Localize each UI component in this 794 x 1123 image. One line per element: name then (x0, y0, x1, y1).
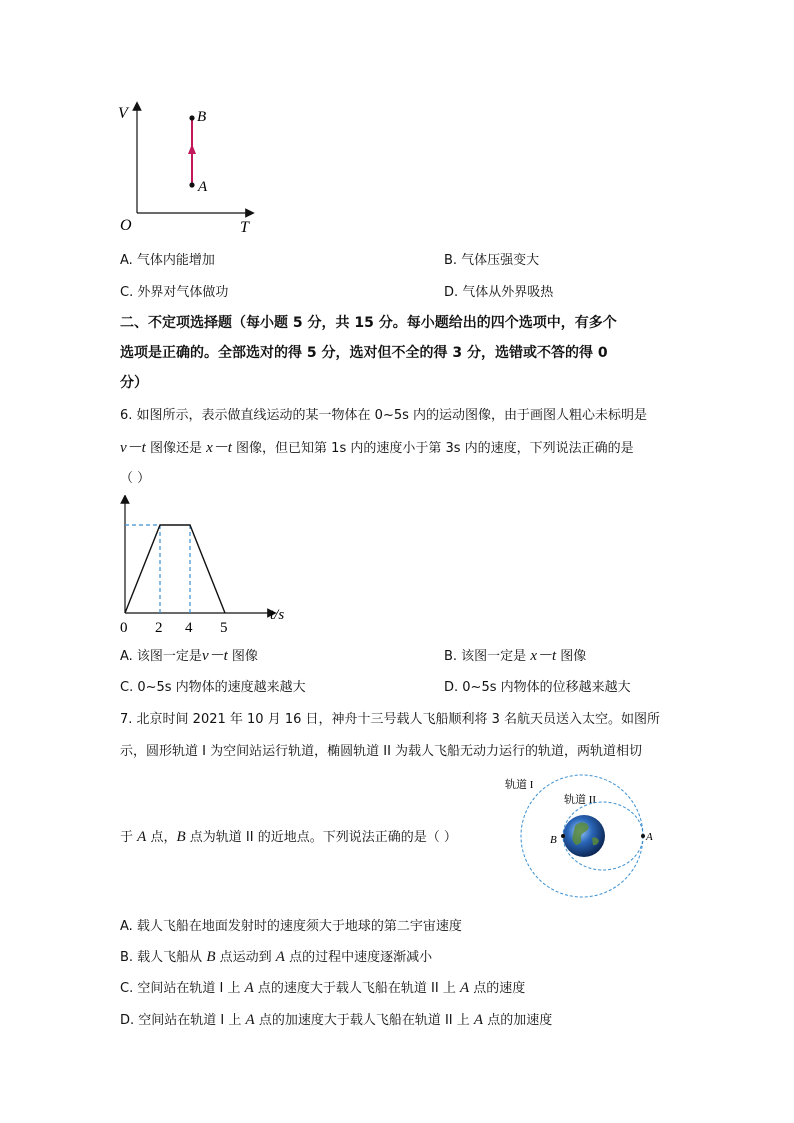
q7-option-d-mid: 点的加速度大于载人飞船在轨道 II 上 (254, 1013, 474, 1028)
q7-option-b-mid: 点运动到 (215, 950, 276, 965)
q6-trapezoid (125, 525, 225, 613)
earth-image (563, 815, 605, 857)
orbit-point-b-label: B (550, 834, 557, 846)
q6-tick-0: 0 (120, 620, 128, 636)
q7-option-b-post: 点的过程中速度逐渐减小 (284, 950, 433, 965)
q7-line3 (120, 826, 457, 846)
q6-option-a (120, 644, 258, 665)
q6-x-label: t/s (270, 607, 285, 623)
section2-line3: 分） (120, 375, 148, 391)
q7-line3-e: 点为轨道 II 的近地点。下列说法正确的是（ ） (185, 830, 457, 845)
q6-line1: 6. 如图所示，表示做直线运动的某一物体在 0~5s 内的运动图像，由于画图人粗心未标明是 (120, 408, 648, 423)
orbit1-label: 轨道 I (505, 779, 534, 791)
q6-tick-4: 4 (185, 620, 193, 636)
q7-option-b-var2: A (275, 949, 285, 965)
q6-line2-text-b: 图像还是 (145, 441, 207, 456)
q6-line2 (120, 436, 634, 457)
vt-x-label: T (240, 219, 249, 236)
q7-option-d (120, 1009, 552, 1029)
q7-option-c (120, 977, 525, 997)
q6-answer-bracket: （ ） (120, 471, 151, 486)
vt-process-arrow (188, 144, 196, 154)
q5-option-b: B. 气体压强变大 (444, 253, 540, 268)
point-b-dot (561, 834, 565, 838)
q7-line1: 7. 北京时间 2021 年 10 月 16 日，神舟十三号载人飞船顺利将 3 名航天员送入太空。如图所 (120, 712, 661, 727)
q7-option-c-var1: A (244, 980, 254, 996)
q5-option-a: A. 气体内能增加 (120, 253, 215, 268)
q6-xt-symbol: x－t (206, 440, 232, 456)
vt-point-a (189, 182, 194, 187)
vt-point-b (189, 115, 194, 120)
q6-option-b-pre: B. 该图一定是 (444, 649, 531, 664)
q6-option-a-var: v－t (201, 648, 228, 664)
q7-option-c-mid: 点的速度大于载人飞船在轨道 II 上 (253, 981, 460, 996)
q6-option-a-pre: A. 该图一定是 (120, 649, 202, 664)
q6-graph (110, 495, 300, 637)
vt-y-label: V (118, 105, 128, 122)
q6-option-d: D. 0~5s 内物体的位移越来越大 (444, 680, 631, 695)
orbit-point-a-label: A (646, 831, 653, 843)
vt-origin-label: O (120, 217, 132, 234)
q5-option-c: C. 外界对气体做功 (120, 285, 229, 300)
q6-option-b-post: 图像 (556, 649, 587, 664)
section2-line2: 选项是正确的。全部选对的得 5 分，选对但不全的得 3 分，选错或不答的得 0 (120, 345, 608, 361)
vt-graph (110, 98, 270, 238)
q7-option-d-var2: A (473, 1012, 484, 1028)
q7-option-a: A. 载人飞船在地面发射时的速度须大于地球的第二宇宙速度 (120, 919, 462, 934)
q6-tick-2: 2 (155, 620, 163, 636)
q5-option-d: D. 气体从外界吸热 (444, 285, 554, 300)
q7-line3-c: 点， (146, 830, 177, 845)
q7-line3-point-a: A (137, 829, 147, 845)
q6-option-b-var: x－t (530, 648, 557, 664)
q7-line3-a: 于 (120, 830, 138, 845)
q7-line3-point-b: B (176, 829, 186, 845)
q7-option-b-pre: B. 载人飞船从 (120, 950, 207, 965)
q6-option-b (444, 644, 586, 665)
q6-tick-5: 5 (220, 620, 228, 636)
q7-option-c-post: 点的速度 (469, 981, 526, 996)
q6-line2-text-d: 图像，但已知第 1s 内的速度小于第 3s 内的速度，下列说法正确的是 (231, 441, 634, 456)
q7-option-b (120, 946, 432, 966)
q7-line2: 示，圆形轨道 I 为空间站运行轨道，椭圆轨道 II 为载人飞船无动力运行的轨道，两轨道相切 (120, 744, 643, 759)
section2-line1: 二、不定项选择题（每小题 5 分，共 15 分。每小题给出的四个选项中，有多个 (120, 315, 617, 331)
q7-option-d-var1: A (245, 1012, 255, 1028)
orbit-figure (500, 768, 670, 898)
vt-b-label: B (197, 109, 207, 125)
point-a-dot (641, 834, 645, 838)
q7-option-c-pre: C. 空间站在轨道 I 上 (120, 981, 245, 996)
vt-a-label: A (198, 179, 208, 195)
q6-vt-symbol: v－t (120, 440, 146, 456)
q6-option-c: C. 0~5s 内物体的速度越来越大 (120, 680, 306, 695)
q7-option-b-var1: B (206, 949, 216, 965)
q7-option-d-post: 点的加速度 (483, 1013, 553, 1028)
q6-option-a-post: 图像 (227, 649, 258, 664)
q7-option-c-var2: A (459, 980, 470, 996)
q7-option-d-pre: D. 空间站在轨道 I 上 (120, 1013, 246, 1028)
orbit2-label: 轨道 II (564, 794, 597, 806)
